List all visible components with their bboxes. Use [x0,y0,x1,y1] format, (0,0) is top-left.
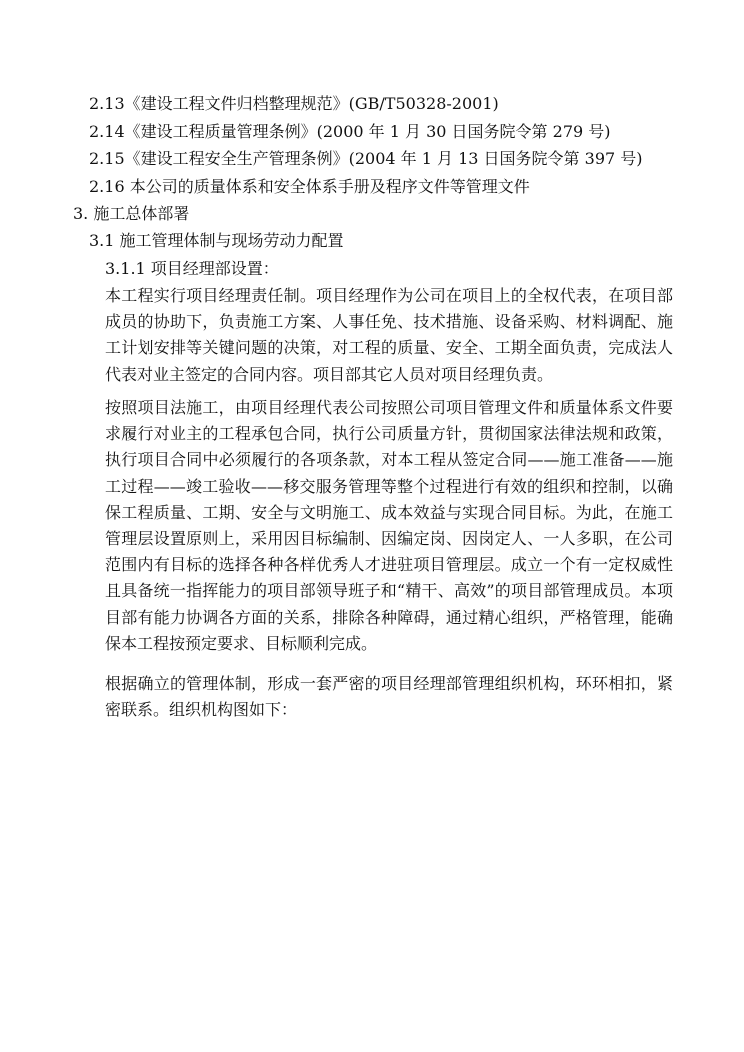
body-paragraph-2 [73,395,673,657]
reference-item-2-15: 2.15《建设工程安全生产管理条例》(2004 年 1 月 13 日国务院令第 397 号) [89,149,643,168]
body-paragraph-1 [73,283,673,388]
reference-item-2-16: 2.16 本公司的质量体系和安全体系手册及程序文件等管理文件 [89,177,530,196]
section-heading: 3. 施工总体部署 [73,204,190,223]
subsection-heading: 3.1 施工管理体制与现场劳动力配置 [89,231,344,250]
paragraph-text: 本工程实行项目经理责任制。项目经理作为公司在项目上的全权代表，在项目部成员的协助下，负责施工方案、人事任免、技术措施、设备采购、材料调配、施工计划安排等关键问题的决策，对工程的质量、安全、工期全面负责，完成法人代表对业主签定的合同内容。项目部其它人员对项目经理负责。 [105,286,673,384]
subsubsection-heading: 3.1.1 项目经理部设置： [105,259,279,278]
reference-item-2-13: 2.13《建设工程文件归档整理规范》(GB/T50328-2001) [89,94,499,113]
paragraph-text: 根据确立的管理体制，形成一套严密的项目经理部管理组织机构，环环相扣，紧密联系。组织机构图如下： [105,674,673,720]
paragraph-text: 按照项目法施工，由项目经理代表公司按照公司项目管理文件和质量体系文件要求履行对业主的工程承包合同，执行公司质量方针，贯彻国家法律法规和政策，执行项目合同中必须履行的各项条款，对本工程从签定合同——施工准备——施工过程——竣工验收——移交服务管理等整个过程进行有效的组织和控制，以确保工程质量、工期、安全与文明施工、成本效益与实现合同目标。为此，在施工管理层设置原则上，采用因目标编制、因编定岗、因岗定人、一人多职，在公司范围内有目标的选择各种各样优秀人才进驻项目管理层。成立一个有一定权威性且具备统一指挥能力的项目部领导班子和“精干、高效”的项目部管理成员。本项目部有能力协调各方面的关系，排除各种障碍，通过精心组织，严格管理，能确保本工程按预定要求、目标顺利完成。 [105,398,673,653]
body-paragraph-3 [73,671,673,723]
reference-item-2-14: 2.14《建设工程质量管理条例》(2000 年 1 月 30 日国务院令第 279 号) [89,122,611,141]
